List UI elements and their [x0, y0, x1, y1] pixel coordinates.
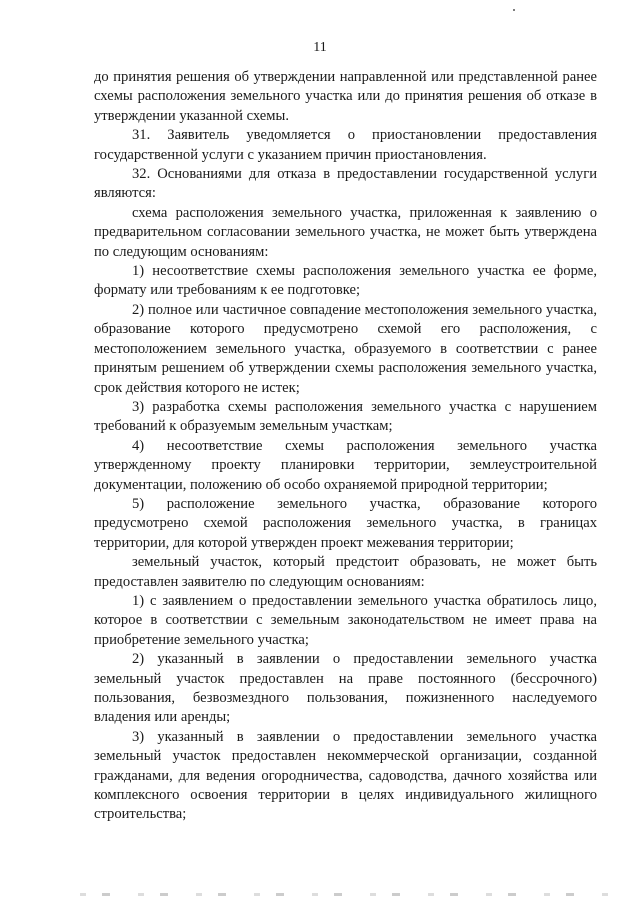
- paragraph: схема расположения земельного участка, приложенная к заявлению о предварительном согласовании земельного участка, не может быть утверждена по следующим основаниям:: [94, 204, 597, 260]
- paragraph: 3) разработка схемы расположения земельного участка с нарушением требований к образуемым земельным участкам;: [94, 398, 597, 435]
- paragraph: 32. Основаниями для отказа в предоставлении государственной услуги являются:: [94, 166, 597, 202]
- scan-edge-artifact: [80, 893, 620, 896]
- paragraph: 1) с заявлением о предоставлении земельного участка обратилось лицо, которое в соответствии с земельным законодательством не имеет права на приобретение земельного участка;: [94, 592, 597, 648]
- paragraph: 2) полное или частичное совпадение местоположения земельного участка, образование которого предусмотрено схемой его расположения, с местоположением земельного участка, образуемого в соответствии с ранее принятым решением об утверждении схемы расположения земельного участка, срок действия которого не истек;: [94, 301, 597, 396]
- paragraph: 5) расположение земельного участка, образование которого предусмотрено схемой расположения земельного участка, в границах территории, для которой утвержден проект межевания территории;: [94, 495, 597, 551]
- paragraph: 2) указанный в заявлении о предоставлении земельного участка земельный участок предоставлен на праве постоянного (бессрочного) пользования, безвозмездного пользования, пожизненного наследуемого владения или аренды;: [94, 651, 597, 726]
- paragraph: 3) указанный в заявлении о предоставлении земельного участка земельный участок предоставлен некоммерческой организации, созданной гражданами, для ведения огородничества, садоводства, дачного хозяйства или комплексного освоения территории в целях индивидуального жилищного строительства;: [94, 728, 597, 823]
- paragraph: 31. Заявитель уведомляется о приостановлении предоставления государственной услуги с указанием причин приостановления.: [94, 127, 597, 163]
- page-number: 11: [313, 40, 327, 55]
- document-body: [94, 68, 597, 825]
- paragraph: 1) несоответствие схемы расположения земельного участка ее форме, формату или требованиям к ее подготовке;: [94, 263, 597, 299]
- scan-artifact: [513, 9, 515, 11]
- paragraph: до принятия решения об утверждении направленной или представленной ранее схемы расположения земельного участка или до принятия решения об отказе в утверждении указанной схемы.: [94, 69, 597, 124]
- paragraph: 4) несоответствие схемы расположения земельного участка утвержденному проекту планировки территории, землеустроительной документации, положению об особо охраняемой природной территории;: [94, 437, 597, 493]
- paragraph: земельный участок, который предстоит образовать, не может быть предоставлен заявителю по следующим основаниям:: [94, 554, 597, 590]
